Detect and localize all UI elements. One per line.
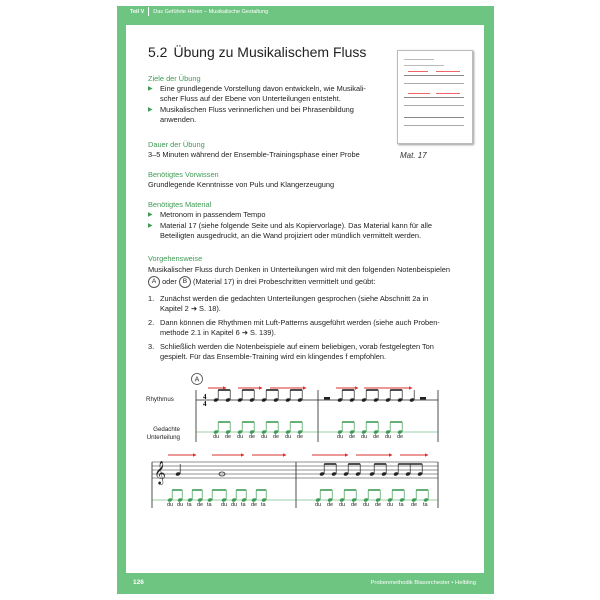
subdivision-syllable: du — [363, 502, 370, 508]
subdivision-syllable: du — [221, 502, 228, 508]
subdivision-syllable: de — [327, 502, 334, 508]
subdivision-syllable: ta — [399, 502, 404, 508]
step-line: Schließlich werden die Notenbeispiele auf einem beliebigen, vorab festgelegten Ton — [160, 342, 434, 351]
subdivision-syllable: du — [213, 434, 220, 440]
subdivision-syllable: de — [251, 502, 258, 508]
page-number: 126 — [133, 579, 144, 586]
goals-heading: Ziele der Übung — [148, 74, 201, 83]
thumb-staff — [404, 125, 464, 126]
prior-text: Grundlegende Kenntnisse von Puls und Klangerzeugung — [148, 180, 335, 189]
subdivision-syllable: du — [237, 434, 244, 440]
thumb-staff — [404, 75, 464, 76]
duration-text: 3–5 Minuten während der Ensemble-Trainingsphase einer Probe — [148, 150, 360, 159]
marker-b-circle: B — [179, 276, 191, 288]
time-signature-top: 4 — [203, 393, 207, 401]
label-rhythm: Rhythmus — [146, 396, 174, 403]
title-number: 5.2 — [148, 44, 168, 60]
publisher-line: Probenmethodik Blasorchester • Helbling — [370, 580, 476, 586]
subdivision-syllable: de — [349, 434, 356, 440]
label-subdivision — [146, 426, 180, 442]
subdivision-syllable: de — [197, 502, 204, 508]
step-number: 1. — [148, 294, 155, 303]
procedure-intro-line2 — [148, 276, 468, 288]
step-line: gespielt. Für das Ensemble-Training wird ein klingendes f empfohlen. — [160, 352, 387, 361]
material-caption: Mat. 17 — [400, 151, 427, 160]
label-sub-line: Gedachte — [153, 426, 180, 433]
page-title — [148, 44, 366, 60]
page-footer — [126, 576, 484, 590]
subdivision-syllable: du — [177, 502, 184, 508]
subdivision-syllable: de — [273, 434, 280, 440]
subdivision-syllable: du — [337, 434, 344, 440]
running-header — [126, 6, 484, 18]
procedure-heading: Vorgehensweise — [148, 254, 203, 263]
subdivision-syllable: ta — [423, 502, 428, 508]
step-line: methode 2.1 in Kapitel 6 ➜ S. 139). — [160, 328, 276, 337]
thumb-arrow — [408, 71, 428, 72]
treble-clef-icon: 𝄞 — [154, 460, 166, 484]
step-line: Dann können die Rhythmen mit Luft-Patterns ausgeführt werden (siehe auch Proben- — [160, 318, 440, 327]
material-item-line: Material 17 (siehe folgende Seite und als Kopiervorlage). Das Material kann für alle — [160, 221, 432, 230]
procedure-intro-line1: Musikalischer Fluss durch Denken in Unterteilungen wird mit den folgenden Notenbeispielen — [148, 265, 450, 274]
header-section: Das Geführte Hören – Musikalische Gestaltung — [153, 9, 269, 15]
thumb-line — [404, 59, 434, 60]
goals-item-line: anwenden. — [160, 115, 197, 124]
step-line: Zunächst werden die gedachten Unterteilungen gesprochen (siehe Abschnitt 2a in — [160, 294, 429, 303]
subdivision-syllable: du — [285, 434, 292, 440]
title-text: Übung zu Musikalischem Fluss — [173, 44, 367, 60]
subdivision-syllable: ta — [261, 502, 266, 508]
bullet-triangle-icon: ▶ — [148, 86, 153, 92]
thumb-arrow — [436, 93, 460, 94]
label-sub-line: Unterteilung — [146, 434, 180, 441]
step-number: 3. — [148, 342, 155, 351]
material-heading: Benötigtes Material — [148, 200, 212, 209]
goals-item-line: scher Fluss auf der Ebene von Unterteilungen entsteht. — [160, 94, 341, 103]
time-signature-bottom: 4 — [203, 400, 207, 408]
subdivision-syllable: du — [387, 502, 394, 508]
bullet-triangle-icon: ▶ — [148, 223, 153, 229]
subdivision-syllable: du — [231, 502, 238, 508]
subdivision-syllable: de — [375, 502, 382, 508]
goals-item-line: Musikalischen Fluss verinnerlichen und bei Phrasenbildung — [160, 105, 354, 114]
subdivision-syllable: ta — [207, 502, 212, 508]
goals-item-line: Eine grundlegende Vorstellung davon entwickeln, wie Musikali- — [160, 84, 366, 93]
subdivision-syllable: ta — [187, 502, 192, 508]
subdivision-syllable: du — [361, 434, 368, 440]
thumb-line — [404, 65, 444, 66]
subdivision-syllable: du — [167, 502, 174, 508]
prior-heading: Benötigtes Vorwissen — [148, 170, 219, 179]
subdivision-syllable: du — [385, 434, 392, 440]
subdivision-syllable: du — [315, 502, 322, 508]
subdivision-syllable: de — [397, 434, 404, 440]
step-line: Kapitel 2 ➜ S. 18). — [160, 304, 221, 313]
procedure-or: oder — [162, 276, 177, 286]
material-item-line: Beteiligten ausgedruckt, an die Wand projiziert oder mündlich vermittelt werden. — [160, 231, 421, 240]
bullet-triangle-icon: ▶ — [148, 107, 153, 113]
subdivision-syllable: de — [249, 434, 256, 440]
subdivision-syllable: de — [411, 502, 418, 508]
marker-a-circle: A — [148, 276, 160, 288]
duration-heading: Dauer der Übung — [148, 140, 205, 149]
bullet-triangle-icon: ▶ — [148, 212, 153, 218]
subdivision-syllable: ta — [241, 502, 246, 508]
thumb-arrow — [436, 71, 460, 72]
subdivision-syllable: de — [351, 502, 358, 508]
subdivision-syllable: du — [339, 502, 346, 508]
header-separator — [148, 7, 149, 16]
subdivision-syllable: de — [297, 434, 304, 440]
subdivision-syllable: de — [225, 434, 232, 440]
subdivision-syllable: du — [261, 434, 268, 440]
material-item-line: Metronom in passendem Tempo — [160, 210, 266, 219]
subdivision-syllable: de — [373, 434, 380, 440]
step-number: 2. — [148, 318, 155, 327]
procedure-intro-rest: (Material 17) in drei Probeschritten vermittelt und geübt: — [192, 276, 376, 286]
header-part: Teil V — [130, 9, 145, 15]
score-marker-a-label: A — [194, 376, 200, 384]
